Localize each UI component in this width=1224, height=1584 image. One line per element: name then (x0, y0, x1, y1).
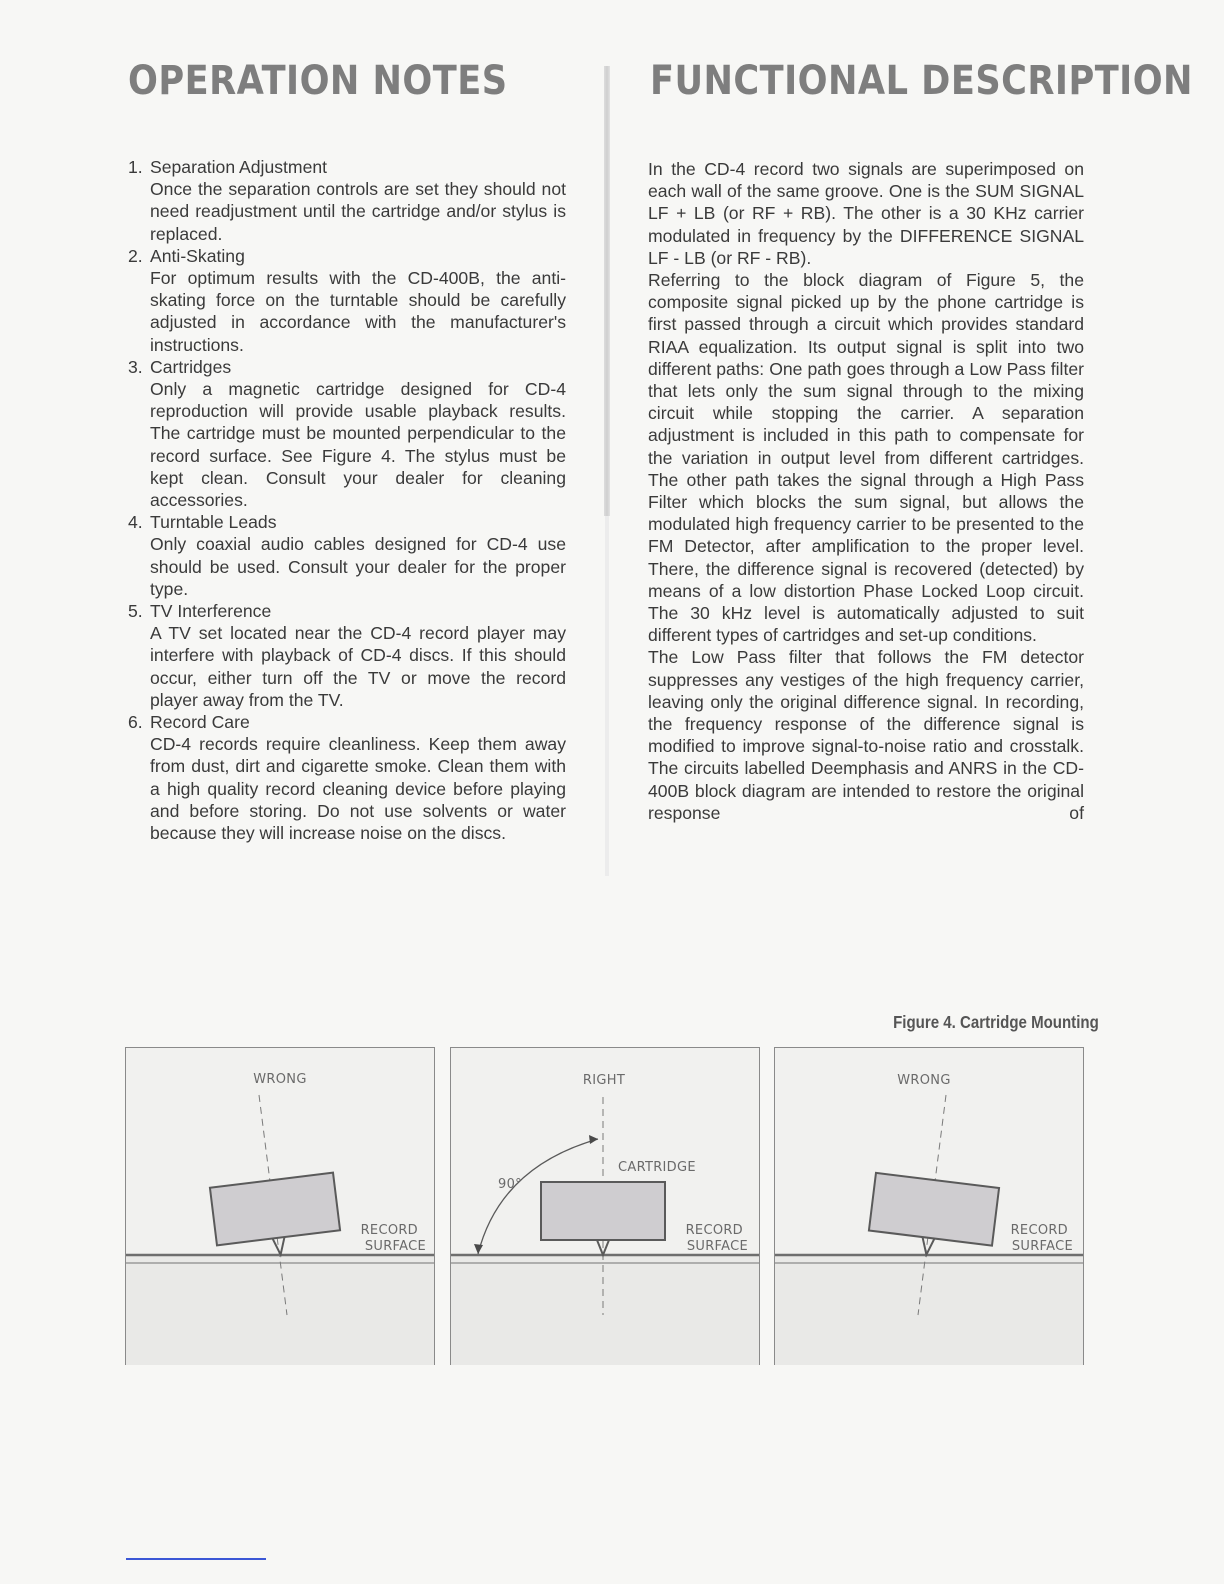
note-title: Cartridges (150, 356, 232, 377)
record-body (775, 1255, 1083, 1365)
functional-description-text (648, 158, 1084, 824)
panel-diagram (450, 1047, 760, 1365)
note-number: 4. (128, 512, 143, 533)
note-number: 6. (128, 712, 143, 733)
surface-label-line2: SURFACE (1011, 1239, 1073, 1254)
figure-panel-right (450, 1047, 760, 1365)
note-number: 1. (128, 157, 143, 177)
note-title: Record Care (150, 712, 250, 733)
note-body: For optimum results with the CD-400B, the anti-skating force on the turntable should be carefully adjusted in accordance with the manufacturer's instructions. (150, 268, 566, 355)
description-paragraph: In the CD-4 record two signals are superimposed on each wall of the same groove. One is the SUM SIGNAL LF + LB (or RF + RB). The other is a 30 KHz carrier modulated in frequency by the DIFFERENCE SIGNAL LF - LB (or RF - RB). (648, 159, 1084, 268)
footer-rule (126, 1558, 266, 1560)
note-number: 5. (128, 601, 143, 622)
note-item (128, 156, 566, 245)
note-title: TV Interference (150, 601, 272, 622)
surface-label-line2: SURFACE (686, 1239, 748, 1254)
functional-description-heading: FUNCTIONAL DESCRIPTION (650, 58, 1193, 104)
operation-notes-list (128, 156, 566, 844)
note-title: Turntable Leads (150, 512, 277, 533)
record-body (451, 1255, 759, 1365)
figure-caption: Figure 4. Cartridge Mounting (893, 1012, 1099, 1032)
description-paragraph: Referring to the block diagram of Figure 5, the composite signal picked up by the phone cartridge is first passed through a circuit which provides standard RIAA equalization. Its output signal is split into two different paths: One path goes through a Low Pass filter that lets only the sum signal through to the mixing circuit while stopping the carrier. A separation adjustment is included in this path to compensate for the variation in output level from different cartridges. The other path takes the signal through a High Pass Filter which blocks the sum signal, but allows the modulated high frequency carrier to be presented to the FM Detector, after amplification to the proper level. There, the difference signal is recovered (detected) by means of a low distortion Phase Locked Loop circuit. The 30 kHz level is automatically adjusted to suit different types of cartridges and set-up conditions. (648, 270, 1084, 646)
panel-title: WRONG (897, 1073, 951, 1088)
angle-label: 90° (498, 1177, 522, 1192)
note-body: CD-4 records require cleanliness. Keep them away from dust, dirt and cigarette smoke. Clean them with a high quality record cleaning device before playing and before storing. Do not use solvents or water because they will increase noise on the discs. (150, 734, 566, 844)
note-item (128, 511, 566, 600)
note-body: Once the separation controls are set they should not need readjustment until the cartridge and/or stylus is replaced. (150, 179, 566, 244)
note-item (128, 711, 566, 844)
note-title: Separation Adjustment (150, 157, 328, 177)
surface-label-line1: RECORD (685, 1223, 743, 1238)
panel-diagram (125, 1047, 435, 1365)
surface-label-line2: SURFACE (364, 1239, 426, 1254)
panel-title: RIGHT (582, 1073, 626, 1088)
figure-panel-wrong-left (125, 1047, 435, 1365)
note-body: Only coaxial audio cables designed for CD-4 use should be used. Consult your dealer for the proper type. (150, 534, 566, 599)
note-item (128, 356, 566, 511)
note-body: Only a magnetic cartridge designed for CD-4 reproduction will provide usable playback results. The cartridge must be mounted perpendicular to the record surface. See Figure 4. The stylus must be kept clean. Consult your dealer for cleaning accessories. (150, 379, 566, 511)
note-item (128, 245, 566, 356)
note-number: 3. (128, 356, 143, 377)
cartridge-shape (541, 1182, 665, 1240)
column-divider (604, 66, 610, 516)
description-paragraph: The Low Pass filter that follows the FM detector suppresses any vestiges of the high frequency carrier, leaving only the original difference signal. In recording, the frequency response of the difference signal is modified to improve signal-to-noise ratio and crosstalk. The circuits labelled Deemphasis and ANRS in the CD-400B block diagram are intended to restore the original response of (648, 647, 1084, 823)
surface-label-line1: RECORD (360, 1223, 418, 1238)
panel-diagram (774, 1047, 1084, 1365)
panel-title: WRONG (253, 1072, 307, 1087)
cartridge-label: CARTRIDGE (618, 1160, 696, 1175)
note-title: Anti-Skating (150, 245, 245, 266)
note-body: A TV set located near the CD-4 record player may interfere with playback of CD-4 discs. If this should occur, either turn off the TV or move the record player away from the TV. (150, 623, 566, 710)
operation-notes-heading: OPERATION NOTES (128, 58, 508, 104)
column-divider-lower (605, 516, 609, 876)
note-number: 2. (128, 245, 143, 266)
record-body (126, 1255, 434, 1365)
surface-label-line1: RECORD (1010, 1223, 1068, 1238)
figure-panel-wrong-right (774, 1047, 1084, 1365)
note-item (128, 600, 566, 711)
